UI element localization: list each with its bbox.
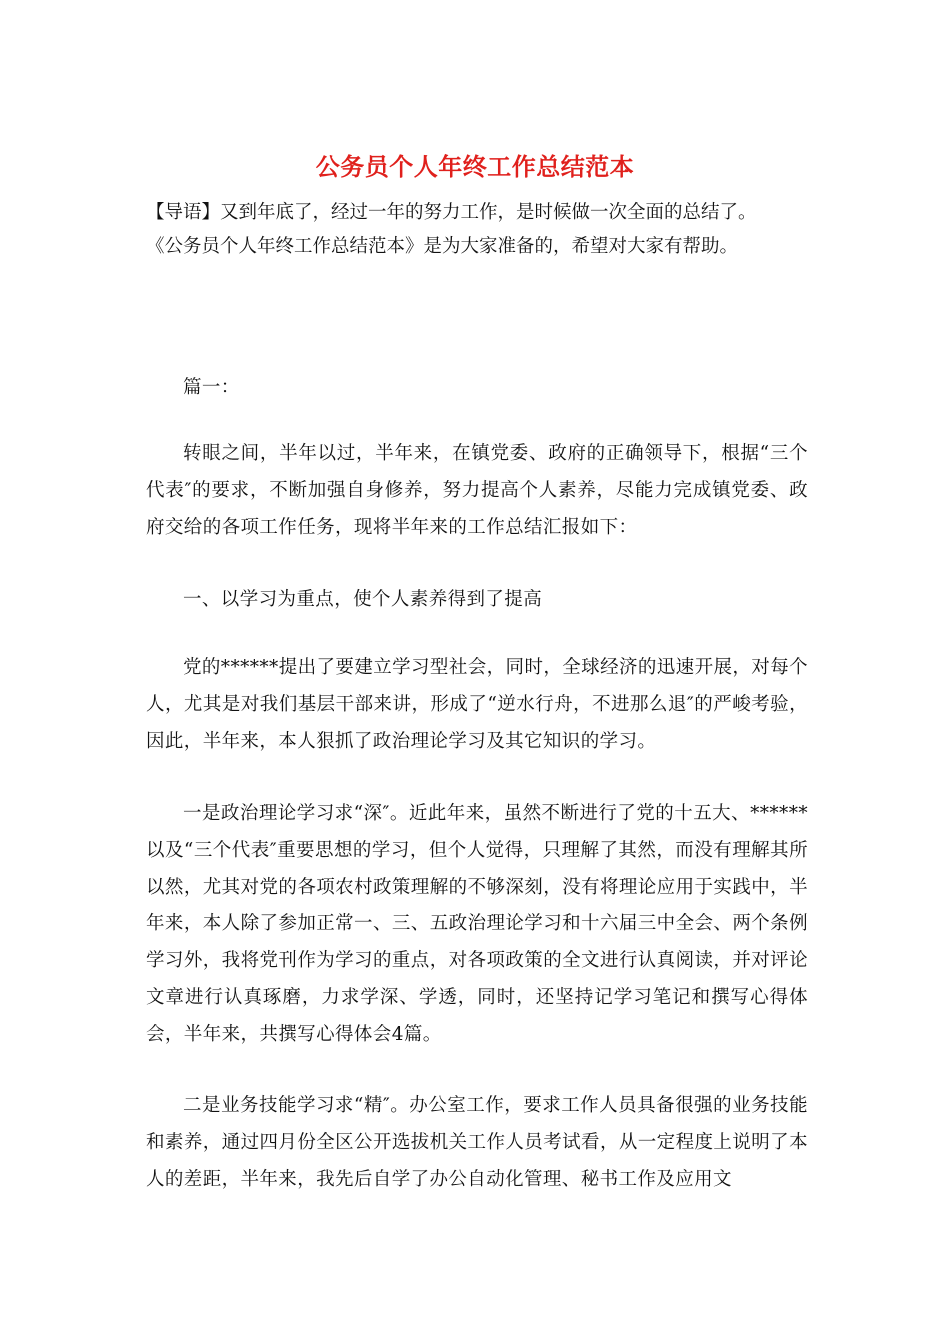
intro-line-2: 《公务员个人年终工作总结范本》是为大家准备的，希望对大家有帮助。 — [146, 236, 739, 257]
section-label: 篇一： — [183, 377, 240, 398]
paragraph-2: 党的******提出了要建立学习型社会，同时，全球经济的迅速开展，对每个人，尤其是对我们基层干部来讲，形成了“逆水行舟，不进那么退″的严峻考验，因此，半年来，本人狠抓了政治理论学习及其它知识的学习。 — [146, 657, 808, 752]
paragraph-1: 转眼之间，半年以过，半年来，在镇党委、政府的正确领导下，根据“三个代表″的要求，不断加强自身修养，努力提高个人素养，尽能力完成镇党委、政府交给的各项工作任务，现将半年来的工作总结汇报如下： — [146, 443, 808, 538]
section-heading-1: 一、以学习为重点，使个人素养得到了提高 — [183, 589, 543, 610]
document-title: 公务员个人年终工作总结范本 — [315, 152, 635, 181]
intro-line-1: 【导语】又到年底了，经过一年的努力工作，是时候做一次全面的总结了。 — [146, 202, 757, 223]
paragraph-4: 二是业务技能学习求“精″。办公室工作，要求工作人员具备很强的业务技能和素养，通过四月份全区公开选拔机关工作人员考试看，从一定程度上说明了本人的差距，半年来，我先后自学了办公自动化管理、秘书工作及应用文 — [146, 1095, 808, 1190]
paragraph-3: 一是政治理论学习求“深″。近此年来，虽然不断进行了党的十五大、******以及“三个代表″重要思想的学习，但个人觉得，只理解了其然，而没有理解其所以然，尤其对党的各项农村政策理解的不够深刻，没有将理论应用于实践中，半年来，本人除了参加正常一、三、五政治理论学习和十六届三中全会、两个条例学习外，我将党刊作为学习的重点，对各项政策的全文进行认真阅读，并对评论文章进行认真琢磨，力求学深、学透，同时，还坚持记学习笔记和撰写心得体会，半年来，共撰写心得体会4篇。 — [146, 803, 808, 1045]
